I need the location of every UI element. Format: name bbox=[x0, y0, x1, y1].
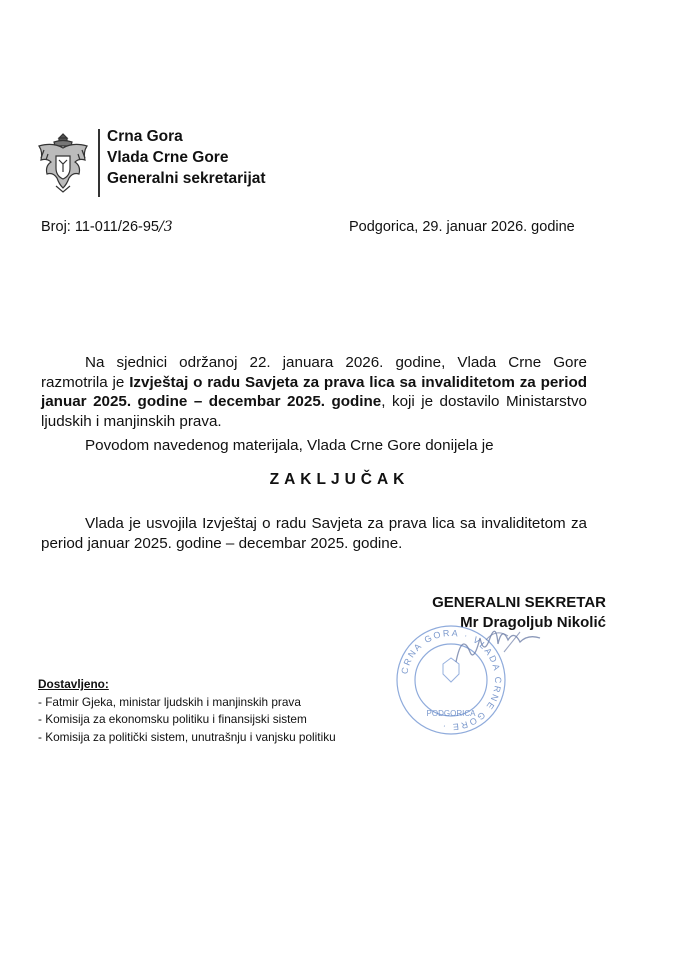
distribution-title: Dostavljeno: bbox=[38, 677, 109, 691]
letterhead bbox=[107, 126, 266, 189]
distribution-item: - Fatmir Gjeka, ministar ljudskih i manjinskih prava bbox=[38, 694, 301, 709]
signatory-title: GENERALNI SEKRETAR bbox=[432, 594, 606, 611]
reference-handwritten: /3 bbox=[158, 219, 173, 235]
report-title: Izvještaj o radu Savjeta za prava lica sa invaliditetom za period januar 2025. godine – decembar 2025. godine bbox=[41, 373, 587, 410]
coat-of-arms-icon bbox=[34, 130, 92, 196]
letterhead-country: Crna Gora bbox=[107, 128, 183, 145]
letterhead-government: Vlada Crne Gore bbox=[107, 149, 229, 166]
distribution-item: - Komisija za ekonomsku politiku i finansijski sistem bbox=[38, 712, 307, 726]
conclusion-heading: ZAKLJUČAK bbox=[269, 471, 410, 488]
signatory-name: Mr Dragoljub Nikolić bbox=[460, 614, 606, 631]
distribution-list bbox=[38, 676, 336, 746]
paragraph-session bbox=[41, 353, 587, 431]
reference-number bbox=[41, 219, 173, 235]
place-date: Podgorica, 29. januar 2026. godine bbox=[349, 219, 575, 235]
paragraph-session-end: , koji je dostavilo Ministarstvo ljudskih i manjinskih prava. bbox=[41, 393, 587, 430]
paragraph-decision-intro bbox=[41, 436, 587, 456]
header-divider bbox=[98, 129, 100, 197]
distribution-item: - Komisija za politički sistem, unutrašnju i vanjsku politiku bbox=[38, 729, 336, 744]
paragraph-session-intro: Na sjednici održanoj 22. januara 2026. godine, Vlada Crne Gore razmotrila je bbox=[41, 354, 587, 391]
letterhead-secretariat: Generalni sekretarijat bbox=[107, 170, 266, 187]
reference-label: Broj: bbox=[41, 219, 71, 235]
handwritten-signature bbox=[446, 622, 556, 672]
stamp-ring-text: CRNA GORA · VLADA CRNE GORE · bbox=[399, 627, 504, 733]
conclusion-text: Vlada je usvojila Izvještaj o radu Savjeta za prava lica sa invaliditetom za period januar 2025. godine – decembar 2025. godine. bbox=[41, 515, 587, 552]
paragraph-conclusion bbox=[41, 514, 587, 553]
reference-value: 11-011/26-95 bbox=[74, 219, 159, 235]
decision-intro-text: Povodom navedenog materijala, Vlada Crne Gore donijela je bbox=[85, 437, 494, 454]
stamp-city: PODGORICA bbox=[426, 709, 476, 718]
